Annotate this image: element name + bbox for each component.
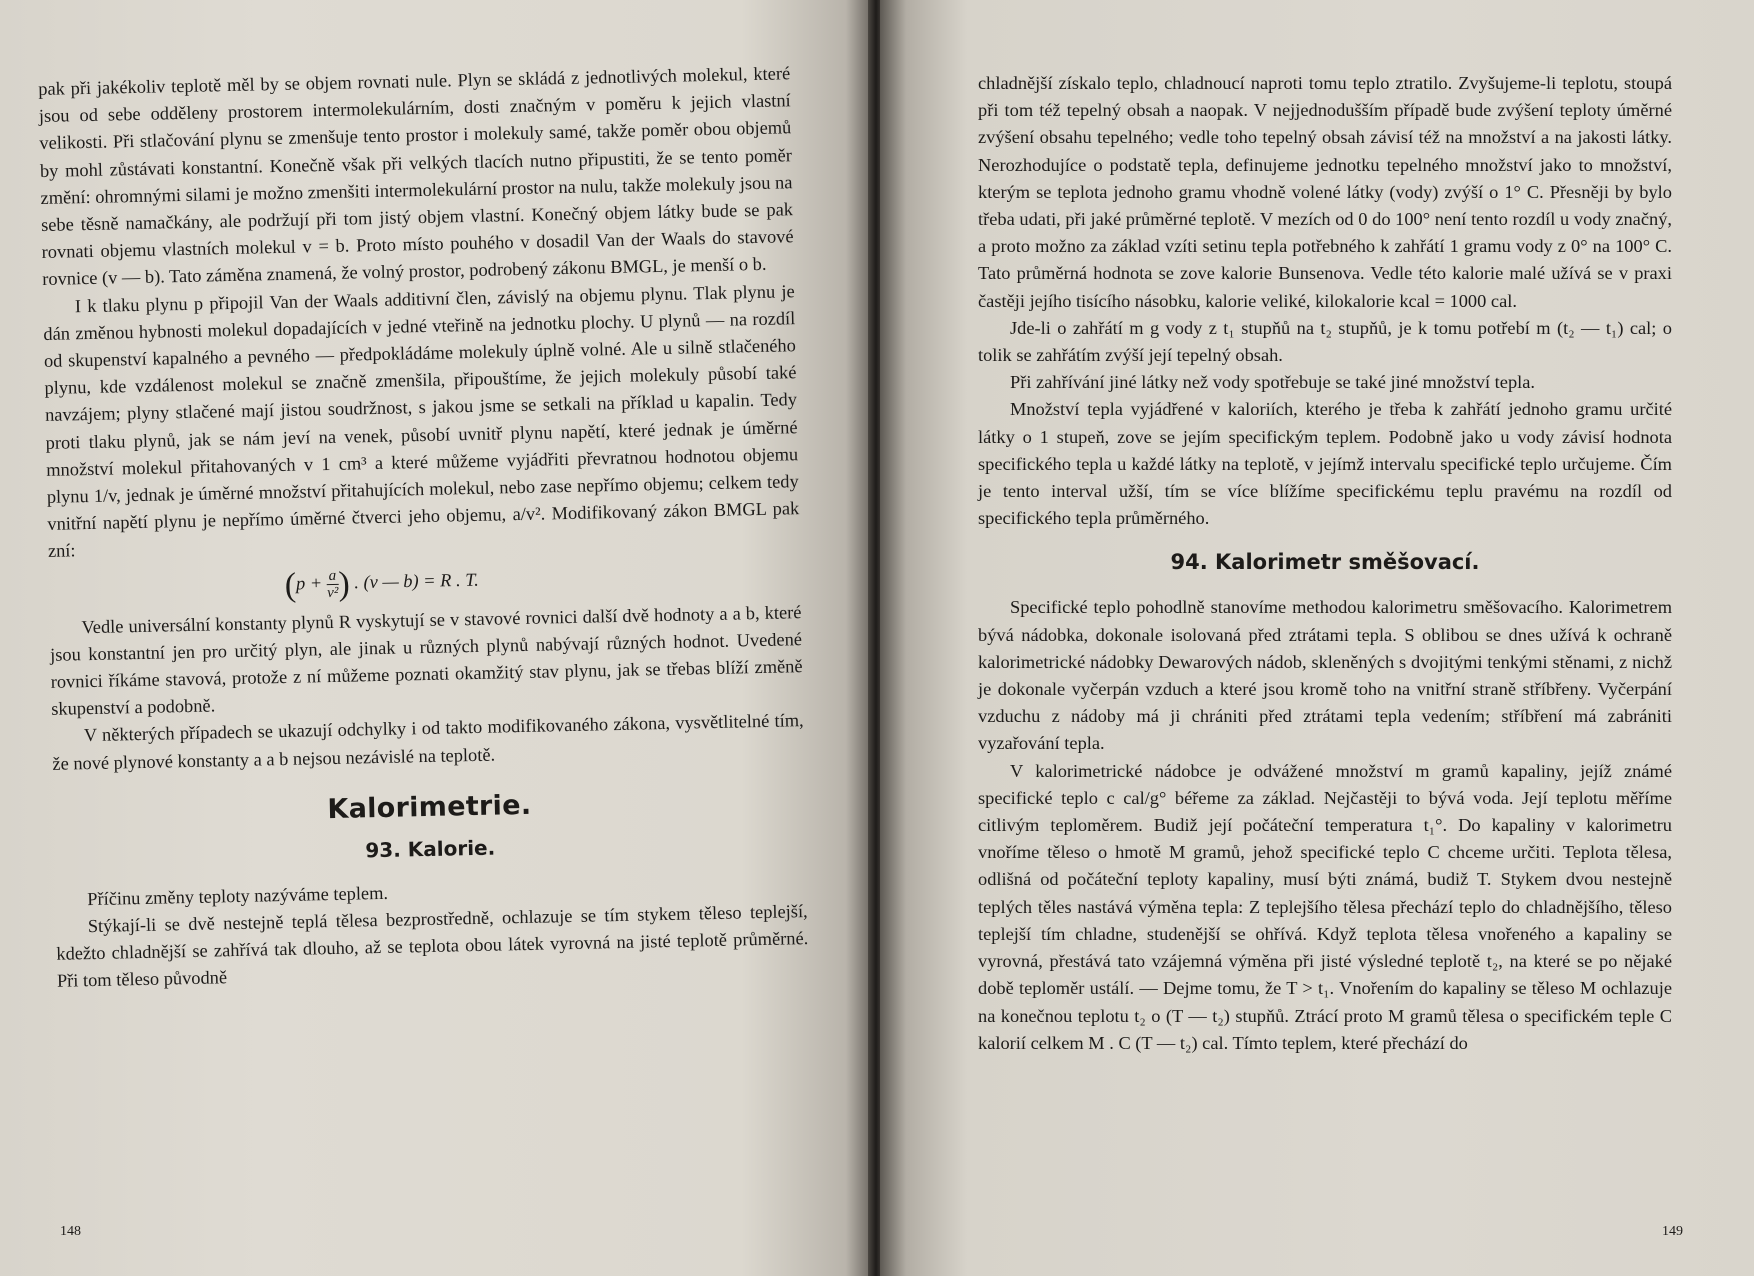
van-der-waals-equation bbox=[284, 558, 801, 602]
close-paren: ) bbox=[337, 565, 351, 603]
page-number-left: 148 bbox=[60, 1224, 81, 1239]
fraction-numerator: a bbox=[327, 567, 339, 584]
section-94-title: 94. Kalorimetr směšovací. bbox=[1170, 550, 1480, 575]
paragraph: Vedle universální konstanty plynů R vyskytují se v stavové rovnici další dvě hodnoty a a b, které jsou konstantní jen pro určitý plyn, ale jinak u různých plynů nabývají různých hodnot. Uvedené rovnici říkáme stavová, protože z ní můžeme poznati okamžitý stav plynu, jak se třebas blíží změně skupenství a podobně. bbox=[49, 601, 803, 720]
paragraph: Jde-li o zahřátí m g vody z t₁ stupňů na t₂ stupňů, je k tomu potřebí m (t₂ — t₁) cal; o tolik se zahřátím zvýší její tepelný obsah. bbox=[978, 317, 1672, 366]
fraction-denominator: v² bbox=[327, 584, 339, 601]
paragraph: V některých případech se ukazují odchylky i od takto modifikovaného zákona, vysvětlitelné tím, že nové plynové konstanty a a b nejsou nezávislé na teplotě. bbox=[52, 710, 804, 774]
page-number-right: 149 bbox=[1662, 1224, 1683, 1239]
chapter-title: Kalorimetrie. bbox=[327, 789, 532, 825]
left-text-column bbox=[38, 60, 809, 995]
paragraph: V kalorimetrické nádobce je odvážené množství m gramů kapaliny, jejíž známé specifické teplo c cal/g° béřeme za základ. Nejčastěji to bývá voda. Její teplotu měříme citlivým teploměrem. Budiž její počáteční temperatura t₁°. Do kapaliny v kalorimetru vnoříme těleso o hmotě M gramů, jehož specifické teplo C chceme určiti. Teplota tělesa, odlišná od počáteční teploty kapaliny, musí býti známá, budiž T. Stykem dvou nestejně teplých těles nastává výměna tepla: Z teplejšího tělesa přechází teplo do chladnějšího, těleso teplejší tím chladne, studenější se ohřívá. Když teplota tělesa vnořeného a kapaliny se vyrovná, přestává tato vzájemná výměna při jisté výsledné teplotě t₂, na které se po nějaké době teploměr ustálí. — Dejme tomu, že T > t₁. Vnořením do kapaliny se těleso M ochlazuje na konečnou teplotu t₂ o (T — t₂) stupňů. Ztrácí proto M gramů tělesa o specifickém teple C kalorií celkem M . C (T — t₂) cal. Tímto teplem, které přechází do bbox=[978, 760, 1672, 1053]
paragraph: Příčinu změny teploty nazýváme teplem. bbox=[87, 882, 389, 910]
fraction bbox=[327, 567, 339, 600]
open-paren: ( bbox=[284, 566, 297, 604]
section-93-title: 93. Kalorie. bbox=[365, 835, 496, 863]
right-text-column bbox=[978, 70, 1672, 1057]
paragraph: I k tlaku plynu p připojil Van der Waals additivní člen, závislý na objemu plynu. Tlak plynu je dán změnou hybnosti molekul dopadajících v jedné vteřině na jednotku plochy. U plynů — na rozdíl od skupenství kapalného a pevného — předpokládáme molekuly úplně volné. Ale u silně stlačeného plynu, kde vzdálenost molekul se značně zmenšila, připouštíme, že jejich molekuly působí také navzájem; plyny stlačené mají jistou soudržnost, s jakou jsme se setkali na příklad u kapalin. Tedy proti tlaku plynů, jak se nám jeví na venek, působí uvnitř plynu napětí, které jednak je úměrné množství molekul přitahovaných v 1 cm³ a které můžeme vyjádřiti převratnou hodnotou objemu plynu 1/v, jednak je úměrné množství přitahujících molekul, nebo zase nepřímo objemu; celkem tedy vnitřní napětí plynu je nepřímo úměrné čtverci jeho objemu, a/v². Modifikovaný zákon BMGL pak zní: bbox=[43, 280, 800, 562]
paragraph: Specifické teplo pohodlně stanovíme methodou kalorimetru směšovacího. Kalorimetrem bývá nádobka, dokonale isolovaná před ztrátami tepla. S oblibou se dnes užívá k ochraně kalorimetrické nádobky Dewarových nádob, skleněných s dvojitými tenkými stěnami, z nichž je dokonale vyčerpán vzduch a které jsou kromě toho na vnitřní straně stříbřeny. Vyčerpání vzduchu z nádoby má ji chrániti před ztrátami tepla vedením; stříbření má zabrániti vyzařování tepla. bbox=[978, 597, 1672, 754]
paragraph: chladnější získalo teplo, chladnoucí naproti tomu teplo ztratilo. Zvyšujeme-li teplotu, stoupá při tom též tepelný obsah a naopak. V nejjednodušším případě bude zvýšení teploty úměrné zvýšení obsahu tepelného; vedle toho tepelný obsah závisí též na množství a na jakosti látky. Nerozhodujíce o podstatě tepla, definujeme jednotku tepelného množství jako to množství, kterým se teplota jednoho gramu vhodně volené látky (vody) zvýší o 1° C. Přesněji by bylo třeba udati, při jaké průměrné teplotě. V mezích od 0 do 100° není tento rozdíl u vody značný, a proto možno za základ vzíti setinu tepla potřebného k zahřátí 1 gramu vody z 0° na 100° C. Tato průměrná hodnota se zove kalorie Bunsenova. Vedle této kalorie malé užívá se v praxi častěji jejího tisícího násobku, kalorie veliké, kilokalorie kcal = 1000 cal. bbox=[978, 73, 1672, 311]
paragraph: Stýkají-li se dvě nestejně teplá tělesa bezprostředně, ochlazuje se tím stykem těleso teplejší, kdežto chladnější se zahřívá tak dlouho, až se teplota obou látek vyrovná na jisté teplotě průměrné. Při tom těleso původně bbox=[56, 901, 809, 992]
paragraph: Při zahřívání jiné látky než vody spotřebuje se také jiné množství tepla. bbox=[1010, 372, 1536, 393]
left-page bbox=[0, 0, 872, 1276]
formula-rest: . (v — b) = R . T. bbox=[354, 569, 479, 592]
paragraph: pak při jakékoliv teplotě měl by se objem rovnati nule. Plyn se skládá z jednotlivých molekul, které jsou od sebe odděleny prostorem intermolekulárním, dosti značným v poměru k jejich vlastní velikosti. Při stlačování plynu se zmenšuje tento prostor i molekuly samé, takže poměr obou objemů by mohl zůstávati konstantní. Konečně však při velkých tlacích nutno připustiti, že se tento poměr změní: ohromnými silami je možno zmenšiti intermolekulární prostor na nulu, takže molekuly jsou na sebe těsně namačkány, ale podržují při tom jistý objem vlastní. Konečný objem látky bude se pak rovnati objemu vlastních molekul v = b. Proto místo pouhého v dosadil Van der Waals do stavové rovnice (v — b). Tato záměna znamená, že volný prostor, podrobený zákonu BMGL, je menší o b. bbox=[38, 63, 794, 290]
formula-p: p + bbox=[295, 572, 323, 594]
paragraph: Množství tepla vyjádřené v kaloriích, kterého je třeba k zahřátí jednoho gramu určité látky o 1 stupeň, zove se jejím specifickým teplem. Podobně jako u vody závisí hodnota specifického tepla u každé látky na teplotě, v jejímž intervalu specifické teplo určujeme. Čím je tento interval užší, tím se více blížíme specifickému teplu pravému na rozdíl od specifického tepla průměrného. bbox=[978, 399, 1672, 529]
